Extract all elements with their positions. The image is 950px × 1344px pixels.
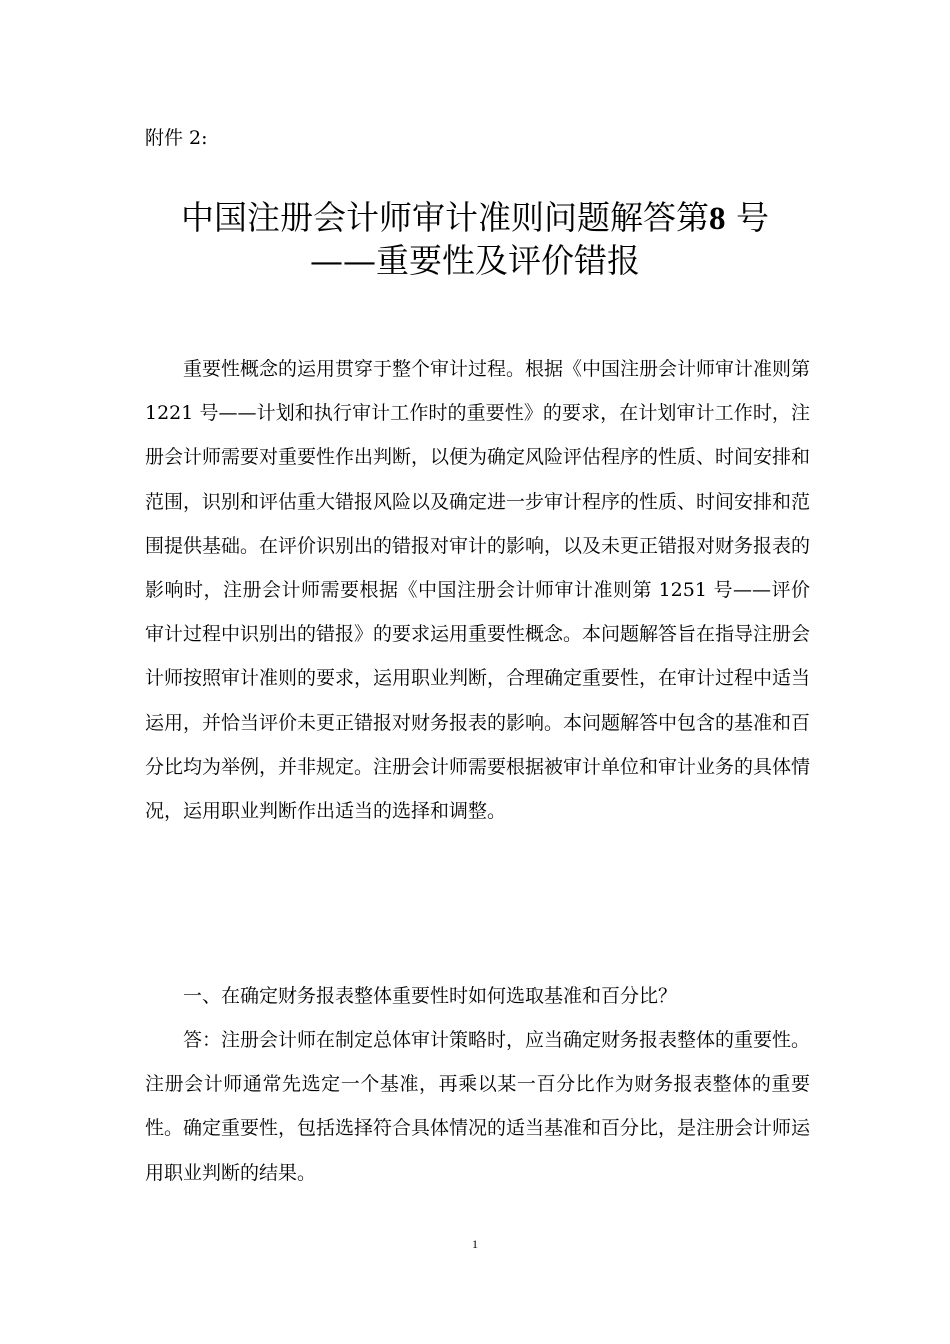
intro-paragraph: 重要性概念的运用贯穿于整个审计过程。根据《中国注册会计师审计准则第 1221 号——计划和执行审计工作时的重要性》的要求，在计划审计工作时，注册会计师需要对重要性作出判断，以便为确定风险评估程序的性质、时间安排和范围，识别和评估重大错报风险以及确定进一步审计程序的性质、时间安排和范围提供基础。在评价识别出的错报对审计的影响，以及未更正错报对财务报表的影响时，注册会计师需要根据《中国注册会计师审计准则第 1251 号——评价审计过程中识别出的错报》的要求运用重要性概念。本问题解答旨在指导注册会计师按照审计准则的要求，运用职业判断，合理确定重要性，在审计过程中适当运用，并恰当评价未更正错报对财务报表的影响。本问题解答中包含的基准和百分比均为举例，并非规定。注册会计师需要根据被审计单位和审计业务的具体情况，运用职业判断作出适当的选择和调整。: [145, 358, 811, 823]
title-suffix: 号: [736, 198, 769, 237]
document-title-line-1: [100, 195, 850, 242]
document-title-line-2: ——重要性及评价错报: [310, 241, 640, 280]
page-number: 1: [472, 1237, 478, 1251]
title-number: 8: [709, 201, 726, 237]
question-heading: 一、在确定财务报表整体重要性时如何选取基准和百分比？: [183, 985, 678, 1007]
answer-paragraph: 答：注册会计师在制定总体审计策略时，应当确定财务报表整体的重要性。注册会计师通常先选定一个基准，再乘以某一百分比作为财务报表整体的重要性。确定重要性，包括选择符合具体情况的适当基准和百分比，是注册会计师运用职业判断的结果。: [145, 1029, 811, 1184]
attachment-label: 附件 2:: [145, 127, 208, 149]
title-prefix: 中国注册会计师审计准则问题解答第: [181, 198, 709, 237]
